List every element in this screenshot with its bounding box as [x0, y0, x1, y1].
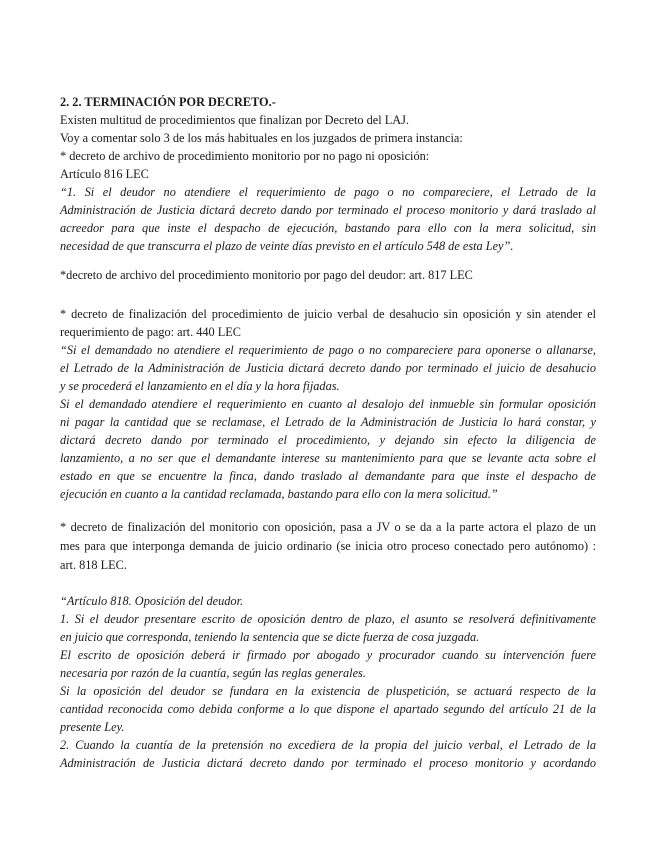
- quote-818-title: “Artículo 818. Oposición del deudor.: [60, 594, 244, 608]
- quote-440-line: y se procederá el lanzamiento en el día y la hora fijadas.: [60, 379, 340, 393]
- quote-818-line: 1. Si el deudor presentare escrito de oposición dentro de plazo, el asunto se resolverá definitivamente: [60, 612, 596, 626]
- quote-440-line: el Letrado de la Administración de Justicia dictará decreto dando por terminado el juicio de desahucio: [60, 361, 596, 375]
- item-440-line: requerimiento de pago: art. 440 LEC: [60, 325, 241, 339]
- item-818-line: mes para que interponga demanda de juicio ordinario (se inicia otro proceso conectado pero autónomo) :: [60, 539, 596, 553]
- item-818-line: * decreto de finalización del monitorio con oposición, pasa a JV o se da a la parte actora el plazo de un: [60, 520, 596, 534]
- item-818-line: art. 818 LEC.: [60, 558, 127, 572]
- quote-818-line: Administración de Justicia dictará decreto dando por terminado el proceso monitorio y acordando: [60, 756, 596, 770]
- quote-816-line: Administración de Justicia dictará decreto dando por terminado el proceso monitorio y dará traslado al: [60, 203, 596, 217]
- quote-440-line: estado en que se encuentre la finca, dando traslado al demandante para que inste el despacho de: [60, 469, 596, 483]
- quote-440-line: Si el demandado atendiere el requerimiento en cuanto al desalojo del inmueble sin formular oposición: [60, 397, 596, 411]
- quote-440-line: ejecución en cuanto a la cantidad reclamada, bastando para ello con la mera solicitud.”: [60, 487, 498, 501]
- quote-440-line: “Si el demandado no atendiere el requerimiento de pago o no compareciere para oponerse o allanarse,: [60, 343, 596, 357]
- quote-818-line: 2. Cuando la cuantía de la pretensión no excediera de la propia del juicio verbal, el Letrado de la: [60, 738, 596, 752]
- quote-816-line: necesidad de que transcurra el plazo de veinte días previsto en el artículo 548 de esta Ley”.: [60, 239, 514, 253]
- quote-816-line: acreedor para que inste el despacho de ejecución, bastando para ello con la mera solicitud, sin: [60, 221, 596, 235]
- quote-818-line: El escrito de oposición deberá ir firmado por abogado y procurador cuando su intervención fuere: [60, 648, 596, 662]
- quote-818-line: cantidad reconocida como debida conforme a lo que dispone el apartado segundo del artículo 21 de la: [60, 702, 596, 716]
- quote-440-line: dictará decreto dando por terminado el procedimiento, y dejando sin efecto la diligencia de: [60, 433, 596, 447]
- section-heading: 2. 2. TERMINACIÓN POR DECRETO.-: [60, 95, 276, 109]
- quote-818-line: en juicio que corresponda, teniendo la sentencia que se dicte fuerza de cosa juzgada.: [60, 630, 480, 644]
- quote-818-line: Si la oposición del deudor se fundara en la existencia de pluspetición, se actuará respecto de la: [60, 684, 596, 698]
- item-817: *decreto de archivo del procedimiento monitorio por pago del deudor: art. 817 LEC: [60, 268, 473, 282]
- intro-line: Existen multitud de procedimientos que finalizan por Decreto del LAJ.: [60, 113, 409, 127]
- intro-line: * decreto de archivo de procedimiento monitorio por no pago ni oposición:: [60, 149, 430, 163]
- quote-818-line: presente Ley.: [60, 720, 125, 734]
- quote-440-line: lanzamiento, a no ser que el demandante interese su mantenimiento para que se levante acta sobre el: [60, 451, 596, 465]
- intro-line: Voy a comentar solo 3 de los más habituales en los juzgados de primera instancia:: [60, 131, 463, 145]
- quote-440-line: ni pagar la cantidad que se reclamase, el Letrado de la Administración de Justicia lo hará constar, y: [60, 415, 596, 429]
- intro-line: Artículo 816 LEC: [60, 167, 149, 181]
- quote-816-line: “1. Si el deudor no atendiere el requerimiento de pago o no compareciere, el Letrado de la: [60, 185, 596, 199]
- quote-818-line: necesaria por razón de la cuantía, según las reglas generales.: [60, 666, 366, 680]
- item-440-line: * decreto de finalización del procedimiento de juicio verbal de desahucio sin oposición y sin atender el: [60, 307, 596, 321]
